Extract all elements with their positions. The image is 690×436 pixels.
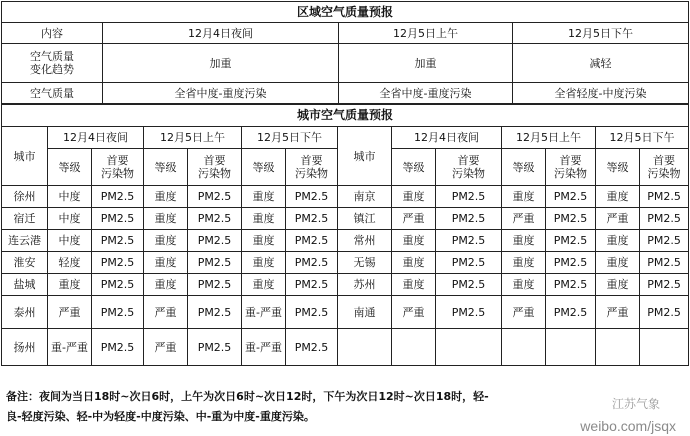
grade-cell: 重度 (392, 230, 436, 252)
grade-cell: 重度 (502, 186, 546, 208)
grade-cell: 重度 (242, 252, 286, 274)
pollutant-header (640, 149, 689, 186)
city-name (338, 329, 392, 366)
pollutant-cell: PM2.5 (92, 230, 144, 252)
right-period-2: 12月5日上午 (502, 127, 596, 149)
pollutant-cell: PM2.5 (436, 252, 502, 274)
city-period-row (2, 127, 689, 149)
pollutant-cell: PM2.5 (286, 230, 338, 252)
grade-header: 等级 (392, 149, 436, 186)
pollutant-cell: PM2.5 (640, 252, 689, 274)
pollutant-cell: PM2.5 (188, 230, 242, 252)
pollutant-cell: PM2.5 (92, 329, 144, 366)
grade-header: 等级 (242, 149, 286, 186)
pollutant-header (286, 149, 338, 186)
grade-cell: 重度 (242, 186, 286, 208)
pollutant-header-line1: 首要 (300, 154, 323, 167)
pollutant-cell: PM2.5 (286, 274, 338, 296)
right-period-3: 12月5日下午 (596, 127, 689, 149)
header-period-3: 12月5日下午 (513, 23, 689, 44)
pollutant-header-line2: 污染物 (295, 167, 328, 180)
table-row (2, 186, 689, 208)
pollutant-header (546, 149, 596, 186)
grade-cell: 严重 (48, 296, 92, 329)
trend-value: 加重 (339, 44, 513, 83)
grade-cell: 重度 (392, 252, 436, 274)
grade-header: 等级 (596, 149, 640, 186)
grade-cell: 重度 (242, 274, 286, 296)
grade-cell: 重度 (242, 230, 286, 252)
pollutant-header-line1: 首要 (653, 154, 676, 167)
quality-value: 全省轻度-中度污染 (513, 83, 689, 104)
pollutant-header-line2: 污染物 (647, 167, 681, 180)
pollutant-cell: PM2.5 (436, 208, 502, 230)
city-name: 无锡 (338, 252, 392, 274)
grade-cell: 重度 (596, 186, 640, 208)
grade-cell: 中度 (48, 208, 92, 230)
pollutant-header-line1: 首要 (457, 154, 480, 167)
grade-cell: 重度 (144, 208, 188, 230)
grade-cell: 重-严重 (242, 329, 286, 366)
watermark-site: weibo.com/jsqx (580, 418, 676, 434)
header-content: 内容 (2, 23, 103, 44)
pollutant-header-line2: 污染物 (101, 167, 134, 180)
city-name: 南京 (338, 186, 392, 208)
city-name: 苏州 (338, 274, 392, 296)
forecast-sheet (1, 1, 688, 366)
pollutant-cell: PM2.5 (436, 296, 502, 329)
pollutant-cell: PM2.5 (436, 186, 502, 208)
city-header-left: 城市 (2, 127, 48, 186)
grade-cell: 重度 (596, 274, 640, 296)
city-name: 连云港 (2, 230, 48, 252)
city-forecast-table (1, 104, 689, 366)
city-name: 宿迁 (2, 208, 48, 230)
table-row (2, 208, 689, 230)
grade-cell: 严重 (502, 296, 546, 329)
city-title: 城市空气质量预报 (2, 105, 689, 127)
trend-value: 减轻 (513, 44, 689, 83)
pollutant-cell: PM2.5 (546, 274, 596, 296)
city-name: 扬州 (2, 329, 48, 366)
city-name: 镇江 (338, 208, 392, 230)
grade-header: 等级 (502, 149, 546, 186)
grade-cell: 重度 (144, 252, 188, 274)
table-row (2, 274, 689, 296)
grade-cell: 严重 (502, 208, 546, 230)
footnote (6, 387, 666, 427)
city-rows (2, 186, 689, 366)
grade-cell: 重-严重 (242, 296, 286, 329)
pollutant-cell: PM2.5 (546, 186, 596, 208)
grade-cell (502, 329, 546, 366)
grade-cell: 重度 (48, 274, 92, 296)
pollutant-cell: PM2.5 (286, 186, 338, 208)
grade-header: 等级 (48, 149, 92, 186)
pollutant-cell: PM2.5 (286, 296, 338, 329)
pollutant-cell: PM2.5 (546, 252, 596, 274)
city-name: 淮安 (2, 252, 48, 274)
grade-cell (596, 329, 640, 366)
pollutant-cell (640, 329, 689, 366)
quality-row (2, 83, 689, 104)
table-row (2, 329, 689, 366)
table-row (2, 252, 689, 274)
grade-cell: 中度 (48, 186, 92, 208)
quality-value: 全省中度-重度污染 (103, 83, 339, 104)
grade-cell: 重度 (392, 186, 436, 208)
grade-cell: 严重 (144, 296, 188, 329)
pollutant-cell: PM2.5 (436, 274, 502, 296)
regional-header-row (2, 23, 689, 44)
table-row (2, 230, 689, 252)
city-name: 泰州 (2, 296, 48, 329)
header-period-2: 12月5日上午 (339, 23, 513, 44)
grade-cell: 重度 (502, 230, 546, 252)
pollutant-cell: PM2.5 (640, 274, 689, 296)
grade-cell: 严重 (392, 296, 436, 329)
regional-title: 区域空气质量预报 (2, 2, 689, 23)
quality-label: 空气质量 (2, 83, 103, 104)
pollutant-cell: PM2.5 (92, 252, 144, 274)
pollutant-cell: PM2.5 (286, 329, 338, 366)
quality-value: 全省中度-重度污染 (339, 83, 513, 104)
grade-cell: 重度 (502, 252, 546, 274)
left-period-3: 12月5日下午 (242, 127, 338, 149)
pollutant-cell: PM2.5 (188, 208, 242, 230)
pollutant-cell: PM2.5 (92, 274, 144, 296)
left-period-2: 12月5日上午 (144, 127, 242, 149)
grade-cell (392, 329, 436, 366)
grade-cell: 中度 (48, 230, 92, 252)
trend-value: 加重 (103, 44, 339, 83)
pollutant-cell: PM2.5 (188, 329, 242, 366)
regional-forecast-table (1, 1, 689, 104)
trend-label-line2: 变化趋势 (30, 63, 74, 76)
grade-cell: 严重 (144, 329, 188, 366)
trend-row (2, 44, 689, 83)
grade-cell: 严重 (392, 208, 436, 230)
right-period-1: 12月4日夜间 (392, 127, 502, 149)
header-period-1: 12月4日夜间 (103, 23, 339, 44)
pollutant-cell: PM2.5 (188, 274, 242, 296)
grade-cell: 重度 (144, 274, 188, 296)
pollutant-cell: PM2.5 (640, 230, 689, 252)
grade-cell: 重度 (596, 230, 640, 252)
pollutant-header (436, 149, 502, 186)
trend-label-line1: 空气质量 (30, 50, 74, 63)
footnote-line1: 备注：夜间为当日18时~次日6时，上午为次日6时~次日12时，下午为次日12时~次日18时，轻- (6, 390, 489, 403)
pollutant-header-line2: 污染物 (452, 167, 485, 180)
pollutant-cell: PM2.5 (546, 296, 596, 329)
pollutant-cell (436, 329, 502, 366)
pollutant-header (92, 149, 144, 186)
watermark-brand: 江苏气象 (611, 397, 660, 411)
pollutant-cell: PM2.5 (546, 208, 596, 230)
pollutant-cell: PM2.5 (188, 252, 242, 274)
pollutant-cell: PM2.5 (640, 296, 689, 329)
pollutant-header-line2: 污染物 (554, 167, 587, 180)
pollutant-cell: PM2.5 (92, 186, 144, 208)
grade-cell: 严重 (596, 208, 640, 230)
pollutant-header-line1: 首要 (203, 154, 226, 167)
grade-cell: 轻度 (48, 252, 92, 274)
trend-label (2, 44, 103, 83)
city-name: 南通 (338, 296, 392, 329)
grade-cell: 重度 (596, 252, 640, 274)
pollutant-cell: PM2.5 (188, 186, 242, 208)
footnote-line2: 良-轻度污染、轻-中为轻度-中度污染、中-重为中度-重度污染。 (6, 410, 315, 423)
pollutant-cell: PM2.5 (640, 186, 689, 208)
grade-cell: 重-严重 (48, 329, 92, 366)
grade-cell: 重度 (144, 230, 188, 252)
grade-cell: 重度 (392, 274, 436, 296)
pollutant-cell: PM2.5 (546, 230, 596, 252)
grade-cell: 严重 (596, 296, 640, 329)
pollutant-cell: PM2.5 (92, 208, 144, 230)
pollutant-cell (546, 329, 596, 366)
pollutant-header-line2: 污染物 (198, 167, 231, 180)
pollutant-cell: PM2.5 (640, 208, 689, 230)
pollutant-header (188, 149, 242, 186)
pollutant-cell: PM2.5 (436, 230, 502, 252)
grade-cell: 重度 (242, 208, 286, 230)
city-name: 常州 (338, 230, 392, 252)
pollutant-cell: PM2.5 (286, 208, 338, 230)
grade-cell: 重度 (502, 274, 546, 296)
grade-cell: 重度 (144, 186, 188, 208)
pollutant-cell: PM2.5 (92, 296, 144, 329)
pollutant-cell: PM2.5 (286, 252, 338, 274)
pollutant-header-line1: 首要 (559, 154, 582, 167)
city-name: 徐州 (2, 186, 48, 208)
pollutant-header-line1: 首要 (106, 154, 129, 167)
grade-header: 等级 (144, 149, 188, 186)
city-name: 盐城 (2, 274, 48, 296)
city-header-right: 城市 (338, 127, 392, 186)
left-period-1: 12月4日夜间 (48, 127, 144, 149)
table-row (2, 296, 689, 329)
pollutant-cell: PM2.5 (188, 296, 242, 329)
